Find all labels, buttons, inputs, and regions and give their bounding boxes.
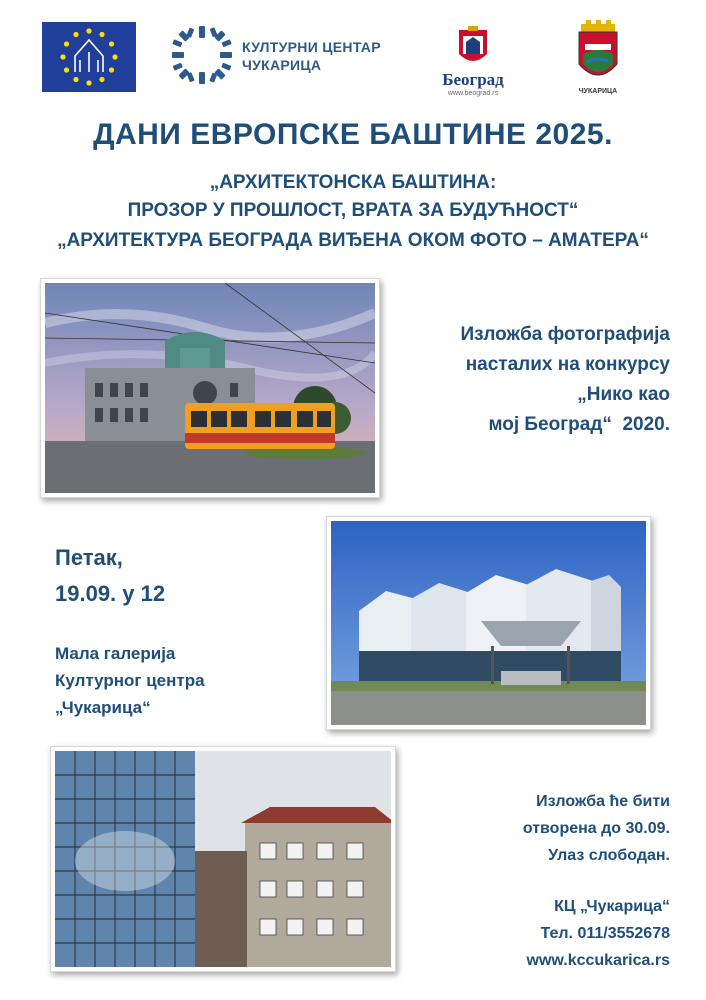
beograd-crest-icon	[438, 24, 508, 72]
kc-logo-line2: ЧУКАРИЦА	[242, 57, 322, 73]
exhibition-description	[461, 320, 670, 440]
event-datetime: 19.09. у 12	[55, 581, 166, 606]
info-open-line-1: Изложба ће бити	[536, 793, 670, 810]
beograd-logo-label: Београд	[442, 70, 504, 89]
beograd-logo	[438, 24, 508, 100]
kc-logo-line1: КУЛТУРНИ ЦЕНТАР	[242, 39, 381, 55]
contact-website-link[interactable]: www.kccukarica.rs	[526, 952, 670, 969]
photo-modern-museum	[326, 516, 651, 730]
cukarica-shield-icon	[573, 20, 623, 90]
exhibition-line-2: насталих на конкурсу	[465, 354, 670, 375]
exhibition-info	[55, 788, 670, 869]
kc-sunburst-icon	[170, 24, 234, 86]
cukarica-logo-label: ЧУКАРИЦА	[578, 88, 618, 95]
event-date	[55, 540, 165, 612]
event-day: Петак,	[55, 545, 123, 570]
contact-phone[interactable]: Тел. 011/3552678	[540, 925, 670, 942]
european-heritage-logo	[42, 22, 136, 92]
tram-building-image	[45, 283, 375, 493]
museum-image	[331, 521, 646, 725]
subtitle-line-2: ПРОЗОР У ПРОШЛОСТ, ВРАТА ЗА БУДУЋНОСТ“	[127, 200, 579, 221]
info-free-entry: Улаз слободан.	[548, 847, 670, 864]
subtitle-line-1: „АРХИТЕКТОНСКА БАШТИНА:	[209, 172, 497, 193]
exhibition-line-1: Изложба фотографија	[460, 324, 670, 345]
page-title: ДАНИ ЕВРОПСКЕ БАШТИНЕ 2025.	[93, 118, 613, 151]
venue-line-1: Мала галерија	[55, 644, 176, 663]
event-venue	[55, 640, 205, 721]
exhibition-line-4: мој Београд“ 2020.	[488, 414, 670, 435]
contact-info	[55, 893, 670, 974]
exhibition-line-3: „Нико као	[577, 384, 670, 405]
beograd-url: www.beograd.rs	[447, 90, 499, 97]
venue-line-3: „Чукарица“	[55, 698, 151, 717]
subtitle-line-3: „АРХИТЕКТУРА БЕОГРАДА ВИЂЕНА ОКОМ ФОТО – АМАТЕРА“	[57, 230, 649, 251]
eu-stars-icon	[42, 22, 136, 92]
cukarica-coat-of-arms	[573, 20, 623, 102]
contact-org: КЦ „Чукарица“	[554, 898, 670, 915]
venue-line-2: Културног центра	[55, 671, 205, 690]
photo-tram-building	[40, 278, 380, 498]
kc-logo-text	[242, 38, 381, 74]
info-open-line-2: отворена до 30.09.	[522, 820, 670, 837]
